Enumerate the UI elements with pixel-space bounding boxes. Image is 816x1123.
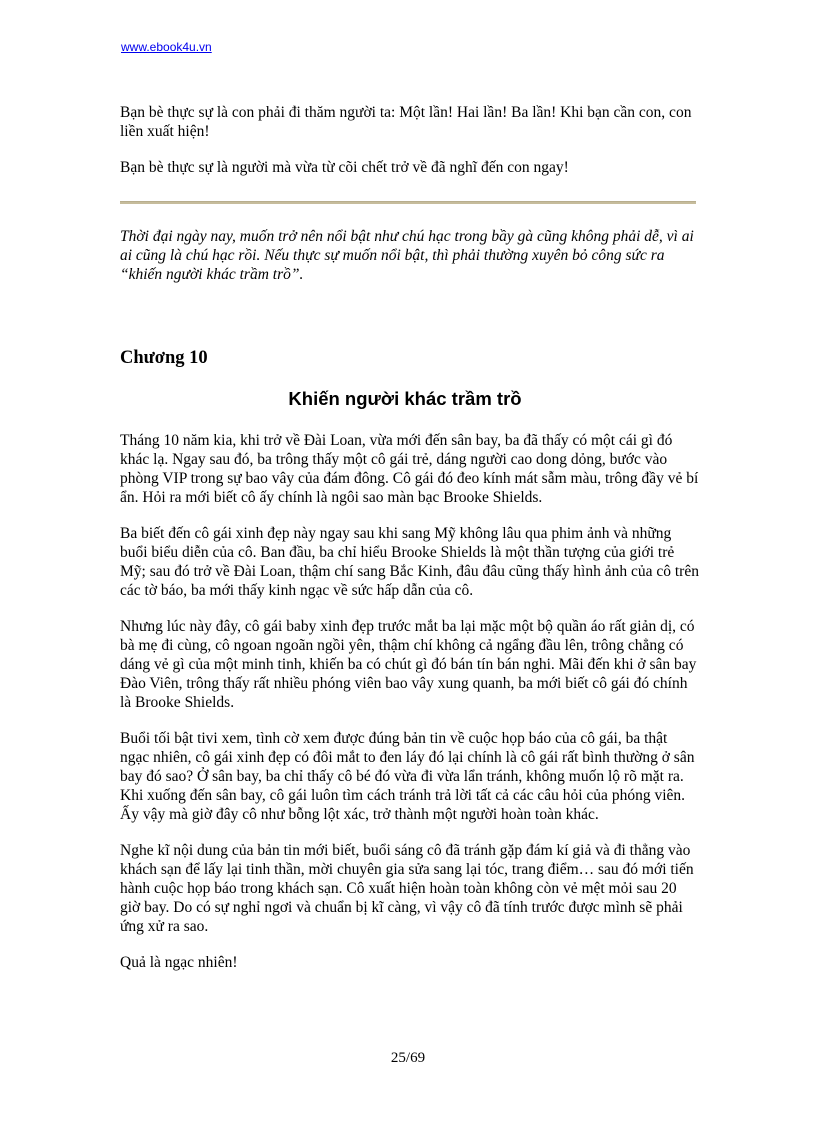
body-paragraph-4: Buổi tối bật tivi xem, tình cờ xem được đúng bản tin về cuộc họp báo của cô gái, ba thật ngạc nhiên, cô gái xinh đẹp có đôi mắt to đen láy đó lại chính là cô gái rất bình thường ở sân bay đó sao? Ở sân bay, ba chỉ thấy cô bé đó vừa đi vừa lẩn tránh, không muốn lộ rõ mặt ra. Khi xuống đến sân bay, cô gái luôn tìm cách tránh trả lời tất cả các câu hỏi của phóng viên. Ấy vậy mà giờ đây cô như bỗng lột xác, trở thành một người hoàn toàn khác. [120, 730, 695, 823]
quote-paragraph: Thời đại ngày nay, muốn trở nên nổi bật như chú hạc trong bầy gà cũng không phải dễ, vì ai ai cũng là chú hạc rồi. Nếu thực sự muốn nổi bật, thì phải thường xuyên bỏ công sức ra “khiến người khác trầm trồ”. [120, 228, 694, 283]
body-paragraph-5: Nghe kĩ nội dung của bản tin mới biết, buổi sáng cô đã tránh gặp đám kí giả và đi thẳng vào khách sạn để lấy lại tinh thần, mời chuyên gia sửa sang lại tóc, trang điểm… sau đó mới tiến hành cuộc họp báo trong khách sạn. Cô xuất hiện hoàn toàn không còn vẻ mệt mỏi sau 20 giờ bay. Do có sự nghỉ ngơi và chuẩn bị kĩ càng, vì vậy cô đã tính trước được mình sẽ phải ứng xử ra sao. [120, 842, 694, 935]
body-paragraph-1: Tháng 10 năm kia, khi trở về Đài Loan, vừa mới đến sân bay, ba đã thấy có một cái gì đó khác lạ. Ngay sau đó, ba trông thấy một cô gái trẻ, dáng người cao dong dỏng, bước vào phòng VIP trong sự bao vây của đám đông. Cô gái đó đeo kính mát sẫm màu, trông đầy vẻ bí ẩn. Hỏi ra mới biết cô ấy chính là ngôi sao màn bạc Brooke Shields. [120, 432, 699, 506]
chapter-label: Chương 10 [120, 348, 208, 368]
intro-paragraph-2: Bạn bè thực sự là người mà vừa từ cõi chết trở về đã nghĩ đến con ngay! [120, 159, 569, 176]
intro-paragraph-1: Bạn bè thực sự là con phải đi thăm người ta: Một lần! Hai lần! Ba lần! Khi bạn cần con, con liền xuất hiện! [120, 104, 692, 140]
chapter-title: Khiến người khác trầm trồ [288, 388, 522, 409]
site-link[interactable]: www.ebook4u.vn [121, 40, 212, 54]
page-content [120, 103, 700, 972]
body-paragraph-2: Ba biết đến cô gái xinh đẹp này ngay sau khi sang Mỹ không lâu qua phim ảnh và những buổi biểu diễn của cô. Ban đầu, ba chỉ hiểu Brooke Shields là một thần tượng của giới trẻ Mỹ; sau đó trở về Đài Loan, thậm chí sang Bắc Kinh, đâu đâu cũng thấy hình ảnh của cô trên các tờ báo, ba mới thấy kinh ngạc về sức hấp dẫn của cô. [120, 525, 699, 599]
body-paragraph-3: Nhưng lúc này đây, cô gái baby xinh đẹp trước mắt ba lại mặc một bộ quần áo rất giản dị, có bà mẹ đi cùng, cô ngoan ngoãn ngồi yên, thậm chí không cả ngẩng đầu lên, trông chẳng có dáng vẻ gì của một minh tinh, khiến ba có chút gì đó bán tín bán nghi. Mãi đến khi ở sân bay Đào Viên, trông thấy rất nhiều phóng viên bao vây xung quanh, ba mới biết cô gái đó chính là Brooke Shields. [120, 618, 697, 711]
section-divider [120, 201, 696, 204]
page-number: 25/69 [390, 1050, 426, 1066]
body-paragraph-6: Quả là ngạc nhiên! [120, 954, 238, 971]
